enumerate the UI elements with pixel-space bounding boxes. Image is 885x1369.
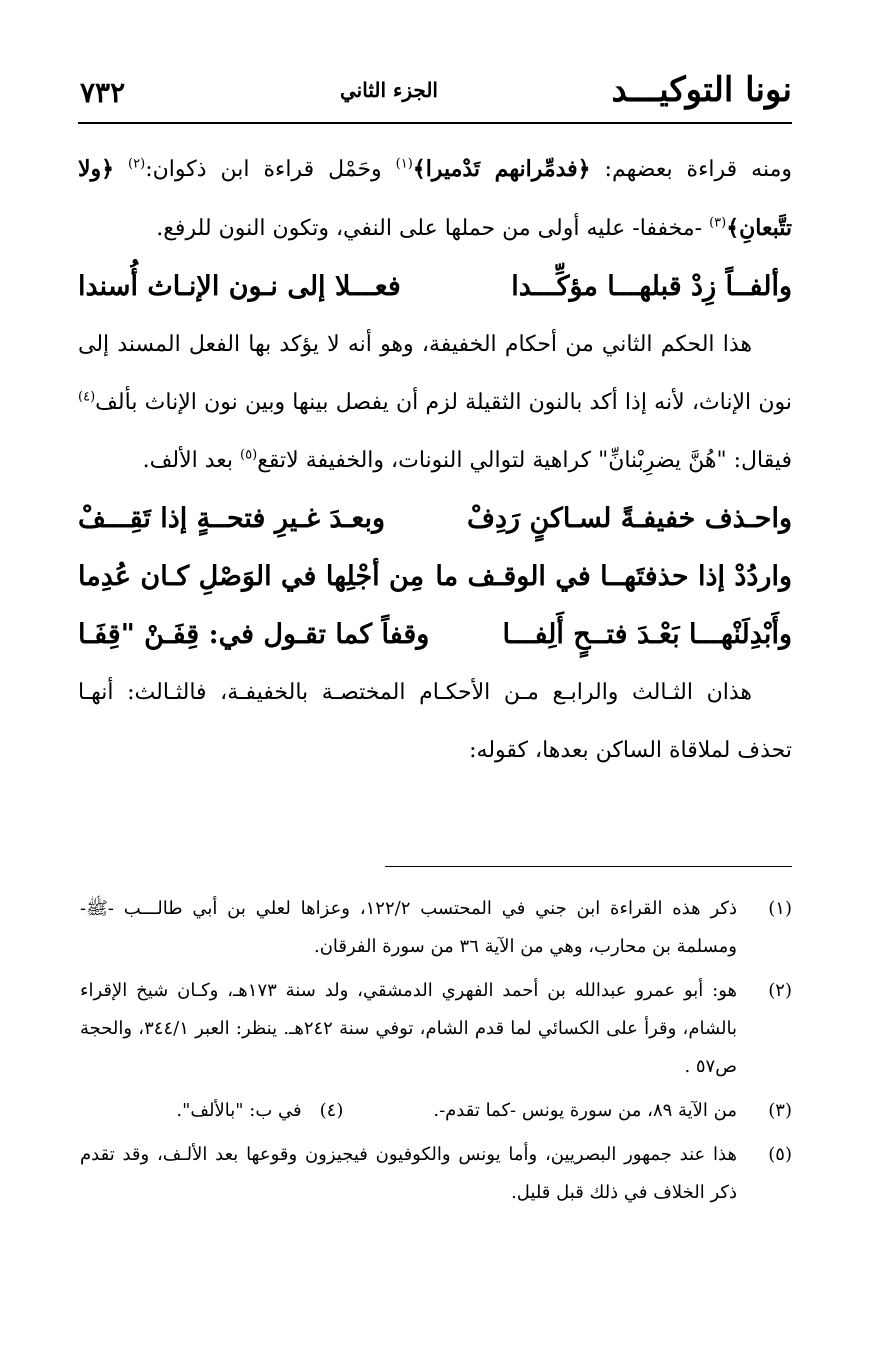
- footnote: [80, 1136, 792, 1212]
- footnote: [80, 1092, 792, 1130]
- text-segment: بعد الألف.: [142, 448, 241, 473]
- footnote-text: من الآية ٨٩، من سورة يونس -كما تقدم-.: [433, 1100, 737, 1121]
- footnote-text: ذكر هذه القراءة ابن جني في المحتسب ١٢٢/٢، وعزاها لعلي بن أبي طالـــب -ﷺ- ومسلمة بن محارب، وهي من الآية ٣٦ من سورة الفرقان.: [80, 898, 737, 957]
- text-segment: ومنه قراءة بعضهم:: [590, 157, 793, 182]
- main-text: [78, 140, 792, 780]
- paragraph-2: [78, 316, 792, 490]
- volume-label: الجزء الثاني: [340, 78, 438, 102]
- footnote-divider: [385, 866, 792, 867]
- footnote-ref: (١): [395, 156, 413, 172]
- footnote: [80, 972, 792, 1086]
- paragraph-3: هذان الثـالث والرابـع مـن الأحكـام المختصـة بالخفيفـة، فالثـالث: أنهـا تحذف لملاقاة الساكن بعدها، كقوله:: [78, 680, 792, 763]
- verse-line: [78, 606, 792, 664]
- verse-line: [78, 258, 792, 316]
- footnote-text: هذا عند جمهور البصريين، وأما يونس والكوفيون فيجيزون وقوعها بعد الألـف، وقد تقدم ذكر الخلاف في ذلك قبل قليل.: [80, 1144, 737, 1203]
- footnote-text: في ب: "بالألف".: [176, 1100, 302, 1121]
- footnote-number: (٢): [768, 980, 792, 1001]
- header-divider: [78, 122, 792, 124]
- text-segment: وحَمْل قراءة ابن ذكوان:: [145, 157, 396, 182]
- text-segment: -مخففا- عليه أولى من حملها على النفي، وتكون النون للرفع.: [156, 216, 710, 241]
- chapter-title: نونا التوكيـــد: [611, 70, 792, 110]
- quran-quote: ﴿ولا تتَّبعانِ﴾: [78, 156, 792, 241]
- running-header: [70, 68, 792, 118]
- footnote-number: (٥): [768, 1144, 792, 1165]
- footnote-number: (٣): [768, 1100, 792, 1121]
- text-segment: هذا الحكم الثاني من أحكام الخفيفة، وهو أنه لا يؤكد بها الفعل المسند إلى نون الإناث، لأنه إذا أكد بالنون الثقيلة لزم أن يفصل بينها وبين نون الإناث بألف: [78, 332, 792, 415]
- footnote-text: هو: أبو عمرو عبدالله بن أحمد الفهري الدمشقي، ولد سنة ١٧٣هـ، وكـان شيخ الإقراء بالشام، وقرأ على الكسائي لما قدم الشام، توفي سنة ٢٤٢هـ. ينظر: العبر ٣٤٤/١، والحجة ص٥٧ .: [80, 980, 738, 1077]
- footnote-ref: (٥): [240, 447, 258, 463]
- page-number: ٧٣٢: [80, 76, 126, 109]
- verse-hemistich-right: واحـذف خفيفـةً لسـاكنٍ رَدِفْ: [467, 503, 792, 534]
- footnote-ref: (٢): [128, 156, 146, 172]
- footnote-number: (١): [768, 898, 792, 919]
- verse-hemistich-right: وألفــاً زِدْ قبلهـــا مؤكِّـــدا: [511, 271, 792, 302]
- footnote: [80, 890, 792, 966]
- verse-hemistich-right: واردُدْ إذا حذفتَهــا في الوقـف ما: [435, 561, 792, 592]
- footnote-ref: (٤): [78, 389, 96, 405]
- verse-line: [78, 548, 792, 606]
- footnotes: [80, 890, 792, 1218]
- paragraph-1: [78, 140, 792, 258]
- footnote-row: [80, 1092, 737, 1130]
- verse-line: [78, 490, 792, 548]
- verse-hemistich-left: مِن أجْلِها في الوَصْلِ كـان عُدِما: [78, 561, 425, 592]
- text-segment: فيقال: "هُنَّ يضرِبْنانِّ" كراهية لتوالي النونات، والخفيفة لاتقع: [257, 448, 792, 473]
- footnote-ref: (٣): [709, 215, 727, 231]
- verse-hemistich-left: وبعـدَ غـيرِ فتحــةٍ إذا تَقِـــفْ: [78, 503, 385, 534]
- verse-hemistich-left: وقفاً كما تقـول في: قِفَـنْ "قِفَـا: [78, 619, 430, 650]
- verse-hemistich-right: وأَبْدِلَنْهـــا بَعْـدَ فتــحٍ أَلِفـــا: [502, 619, 792, 650]
- verse-hemistich-left: فعـــلا إلى نـون الإنـاث أُسندا: [78, 271, 401, 302]
- quran-quote: ﴿فدمِّرانهم تَدْميرا﴾: [412, 156, 591, 182]
- footnote-number: (٤): [319, 1100, 344, 1121]
